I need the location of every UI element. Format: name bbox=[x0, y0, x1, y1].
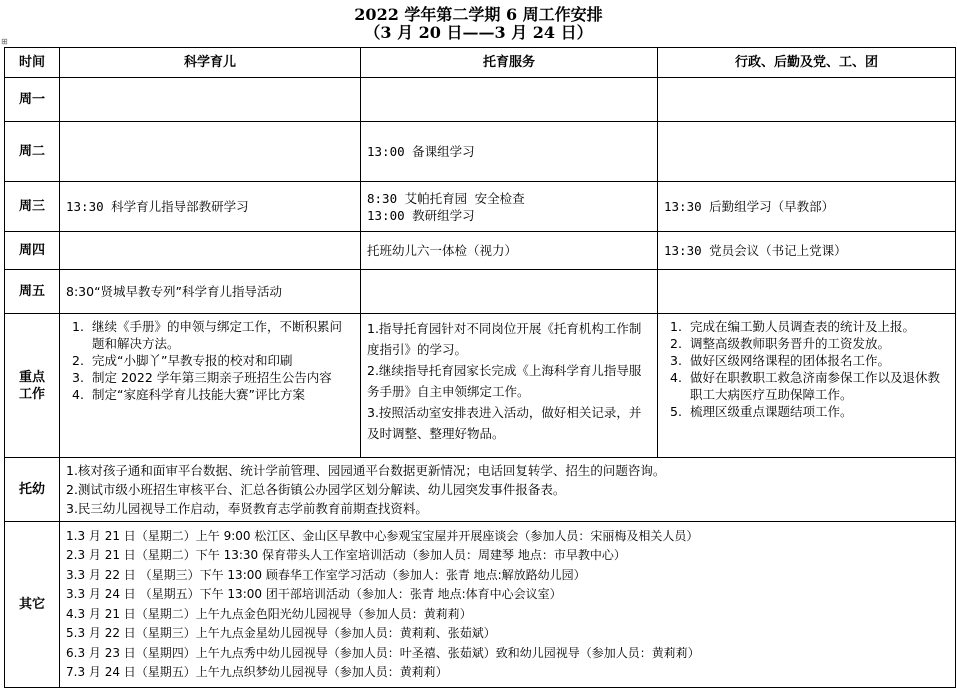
cell-thursday-childcare: 托班幼儿六一体检（视力） bbox=[361, 232, 658, 270]
list-item: 4.3 月 21 日（星期二）上午九点金色阳光幼儿园视导（参加人员：黄莉莉） bbox=[66, 606, 472, 621]
list-item: 2. 完成“小脚丫”早教专报的校对和印刷 bbox=[72, 353, 293, 368]
cell-key-science bbox=[60, 314, 361, 458]
cell-tuesday-science bbox=[60, 122, 361, 182]
list-item: 3.按照活动室安排表进入活动，做好相关记录，并及时调整、整理好物品。 bbox=[367, 405, 642, 441]
day-label-key-work bbox=[5, 314, 60, 458]
cell-wednesday-childcare bbox=[361, 182, 658, 232]
header-row bbox=[5, 48, 956, 78]
schedule-table bbox=[4, 47, 956, 688]
header-time: 时间 bbox=[5, 48, 60, 78]
table-row-key-work bbox=[5, 314, 956, 458]
cell-friday-childcare bbox=[361, 270, 658, 314]
list-item: 1.指导托育园针对不同岗位开展《托育机构工作制度指引》的学习。 bbox=[367, 321, 642, 357]
list-item: 4. 制定“家庭科学育儿技能大赛”评比方案 bbox=[72, 387, 305, 402]
header-admin-logistics: 行政、后勤及党、工、团 bbox=[658, 48, 956, 78]
cell-key-admin bbox=[658, 314, 956, 458]
wednesday-childcare-item-1: 8:30 艾帕托育园 安全检查 bbox=[367, 190, 525, 206]
day-label-other: 其它 bbox=[5, 522, 60, 688]
list-item: 5. 梳理区级重点课题结项工作。 bbox=[670, 404, 853, 419]
cell-thursday-admin: 13:30 党员会议（书记上党课） bbox=[658, 232, 956, 270]
cell-friday-admin bbox=[658, 270, 956, 314]
list-item: 1.3 月 21 日（星期二）上午 9:00 松江区、金山区早教中心参观宝宝屋并开展座谈会（参加人员：宋丽梅及相关人员） bbox=[66, 528, 699, 543]
table-row-tuoyou bbox=[5, 458, 956, 522]
table-move-handle-icon[interactable]: ⊞ bbox=[1, 37, 8, 46]
list-item: 2.测试市级小班招生审核平台、汇总各街镇公办园学区划分解读、幼儿园突发事件报备表。 bbox=[66, 482, 566, 497]
list-item: 2. 调整高级教师职务晋升的工资发放。 bbox=[670, 336, 891, 351]
list-item: 4. 做好在职教职工救急济南参保工作以及退休教职工大病医疗互助保障工作。 bbox=[670, 370, 941, 402]
table-row-wednesday bbox=[5, 182, 956, 232]
cell-other-content bbox=[60, 522, 956, 688]
day-label-wednesday: 周三 bbox=[5, 182, 60, 232]
header-science-parenting: 科学育儿 bbox=[60, 48, 361, 78]
cell-wednesday-admin: 13:30 后勤组学习（早教部） bbox=[658, 182, 956, 232]
document-title: 2022 学年第二学期 6 周工作安排 bbox=[354, 5, 603, 24]
list-item: 2.继续指导托育园家长完成《上海科学育儿指导服务手册》自主申领绑定工作。 bbox=[367, 363, 642, 399]
cell-thursday-science bbox=[60, 232, 361, 270]
list-item: 1. 完成在编工勤人员调查表的统计及上报。 bbox=[670, 319, 916, 334]
list-item: 7.3 月 24 日（星期五）上午九点织梦幼儿园视导（参加人员：黄莉莉） bbox=[66, 665, 448, 679]
day-label-tuoyou: 托幼 bbox=[5, 458, 60, 522]
list-item: 2.3 月 21 日（星期二）下午 13:30 保育带头人工作室培训活动（参加人员：周建琴 地点：市早教中心） bbox=[66, 548, 626, 562]
cell-wednesday-science: 13:30 科学育儿指导部教研学习 bbox=[60, 182, 361, 232]
day-label-tuesday: 周二 bbox=[5, 122, 60, 182]
list-item: 3. 制定 2022 学年第三期亲子班招生公告内容 bbox=[72, 370, 332, 385]
day-label-thursday: 周四 bbox=[5, 232, 60, 270]
list-item: 3.3 月 22 日 （星期三）下午 13:00 顾春华工作室学习活动（参加人：张青 地点:解放路幼儿园） bbox=[66, 567, 586, 582]
list-item: 6.3 月 23 日（星期四）上午九点秀中幼儿园视导（参加人员：叶圣禧、张茹斌）致和幼儿园视导（参加人员：黄莉莉） bbox=[66, 645, 700, 660]
day-label-friday: 周五 bbox=[5, 270, 60, 314]
table-row-tuesday bbox=[5, 122, 956, 182]
cell-monday-childcare bbox=[361, 78, 658, 122]
cell-monday-science bbox=[60, 78, 361, 122]
key-work-label: 重点工作 bbox=[18, 369, 45, 402]
wednesday-childcare-item-2: 13:00 教研组学习 bbox=[367, 207, 475, 223]
table-row-monday bbox=[5, 78, 956, 122]
list-item: 3. 做好区级网络课程的团体报名工作。 bbox=[670, 353, 891, 368]
list-item: 1.核对孩子通和面审平台数据、统计学前管理、园园通平台数据更新情况；电话回复转学、招生的问题咨询。 bbox=[66, 463, 666, 478]
table-row-other bbox=[5, 522, 956, 688]
list-item: 3.3 月 24 日 （星期五）下午 13:00 团干部培训活动（参加人：张青 地点:体育中心会议室） bbox=[66, 587, 562, 601]
document-date-range: （3 月 20 日——3 月 24 日） bbox=[364, 23, 593, 42]
cell-tuesday-childcare: 13:00 备课组学习 bbox=[361, 122, 658, 182]
list-item: 3.民三幼儿园视导工作启动，奉贤教育志学前教育前期查找资料。 bbox=[66, 501, 428, 516]
cell-tuoyou-content bbox=[60, 458, 956, 522]
cell-key-childcare bbox=[361, 314, 658, 458]
cell-monday-admin bbox=[658, 78, 956, 122]
header-childcare-service: 托育服务 bbox=[361, 48, 658, 78]
table-row-friday bbox=[5, 270, 956, 314]
table-row-thursday bbox=[5, 232, 956, 270]
cell-friday-science: 8:30“贤城早教专列”科学育儿指导活动 bbox=[60, 270, 361, 314]
list-item: 5.3 月 22 日（星期三）上午九点金星幼儿园视导（参加人员：黄莉莉、张茹斌） bbox=[66, 626, 496, 640]
cell-tuesday-admin bbox=[658, 122, 956, 182]
day-label-monday: 周一 bbox=[5, 78, 60, 122]
list-item: 1. 继续《手册》的申领与绑定工作，不断积累问题和解决方法。 bbox=[72, 319, 343, 351]
